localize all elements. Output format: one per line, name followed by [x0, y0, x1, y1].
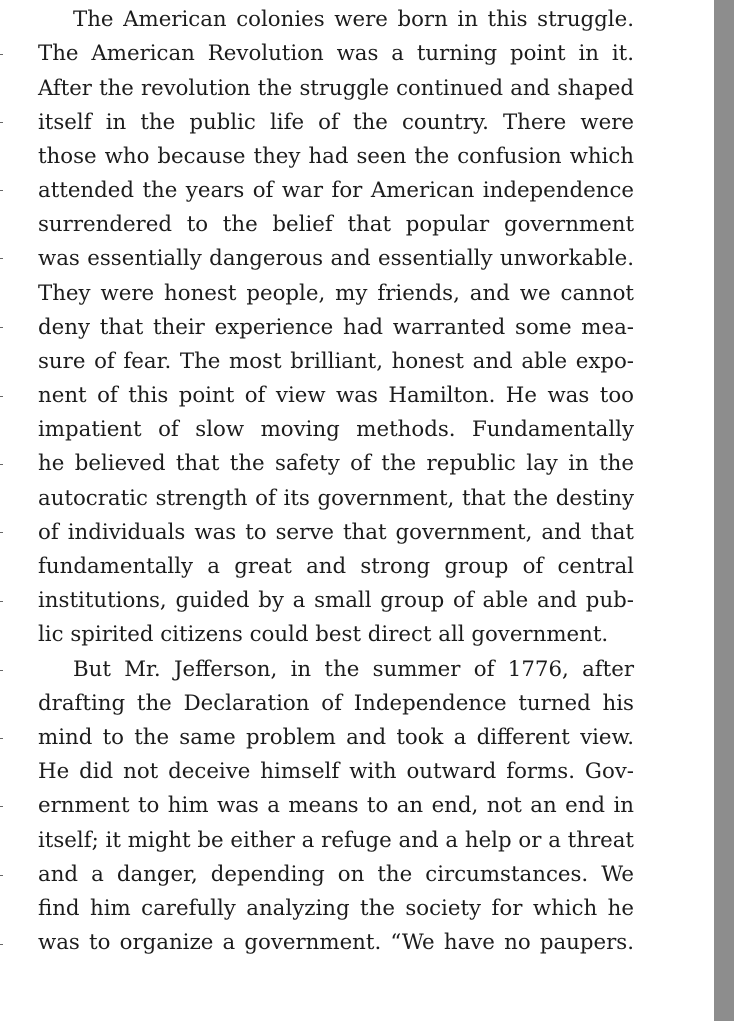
text-line: nent of this point of view was Hamilton. He was too — [38, 383, 634, 409]
margin-tick — [0, 670, 3, 671]
margin-tick-marks — [0, 0, 10, 1021]
margin-tick — [0, 327, 3, 328]
text-line: attended the years of war for American independence — [38, 177, 634, 203]
text-line: ernment to him was a means to an end, not an end in — [38, 793, 634, 819]
margin-tick — [0, 875, 3, 876]
paragraph-1 — [38, 3, 634, 653]
text-line: institutions, guided by a small group of able and pub- — [38, 588, 634, 614]
text-line: But Mr. Jefferson, in the summer of 1776, after — [73, 656, 634, 682]
text-line: surrendered to the belief that popular government — [38, 212, 634, 238]
text-line: impatient of slow moving methods. Fundamentally — [38, 417, 634, 443]
text-line: autocratic strength of its government, that the destiny — [38, 485, 634, 511]
text-line: sure of fear. The most brilliant, honest and able expo- — [38, 348, 634, 374]
text-line: lic spirited citizens could best direct all government. — [38, 622, 609, 648]
text-line: was essentially dangerous and essentially unworkable. — [38, 246, 634, 272]
margin-tick — [0, 601, 3, 602]
margin-tick — [0, 122, 3, 123]
text-line: drafting the Declaration of Independence turned his — [38, 690, 634, 716]
text-line: fundamentally a great and strong group of central — [38, 554, 634, 579]
text-line: find him carefully analyzing the society for which he — [38, 895, 634, 921]
text-line: was to organize a government. “We have no paupers. — [38, 930, 634, 956]
margin-tick — [0, 396, 3, 397]
paragraph-2 — [38, 653, 634, 961]
scrollbar[interactable] — [714, 0, 734, 1021]
text-line: of individuals was to serve that government, and that — [38, 519, 634, 545]
text-line: itself in the public life of the country. There were — [38, 109, 634, 135]
body-text — [38, 3, 634, 960]
margin-tick — [0, 54, 3, 55]
margin-tick — [0, 806, 3, 807]
margin-tick — [0, 258, 3, 259]
text-line: mind to the same problem and took a different view. — [38, 724, 634, 750]
text-line: He did not deceive himself with outward forms. Gov- — [38, 759, 634, 785]
margin-tick — [0, 738, 3, 739]
text-line: They were honest people, my friends, and we cannot — [38, 280, 634, 306]
margin-tick — [0, 464, 3, 465]
text-line: After the revolution the struggle continued and shaped — [38, 75, 634, 101]
text-line: those who because they had seen the confusion which — [38, 143, 634, 169]
text-line: itself; it might be either a refuge and a help or a threat — [38, 827, 634, 853]
text-line: The American colonies were born in this struggle. — [73, 7, 634, 32]
margin-tick — [0, 190, 3, 191]
text-line: The American Revolution was a turning point in it. — [38, 41, 634, 67]
text-line: and a danger, depending on the circumstances. We — [38, 861, 634, 887]
margin-tick — [0, 944, 3, 945]
text-line: deny that their experience had warranted some mea- — [38, 314, 634, 340]
text-line: he believed that the safety of the republic lay in the — [38, 451, 634, 477]
margin-tick — [0, 532, 3, 533]
